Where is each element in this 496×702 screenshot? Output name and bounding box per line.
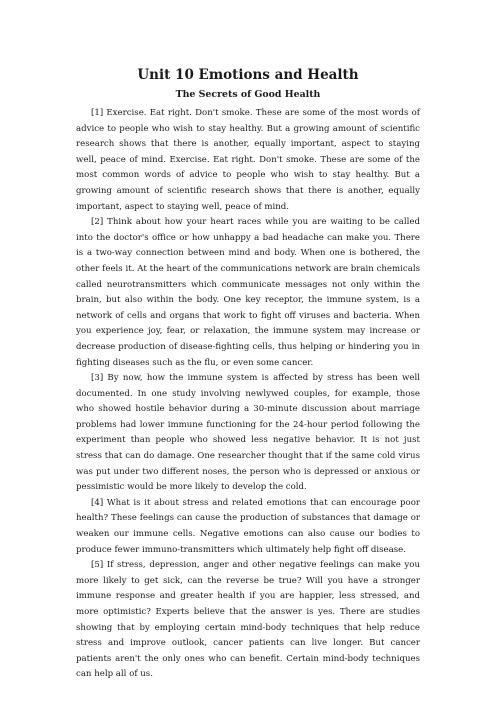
paragraph-4: [4] What is it about stress and related emotions that can encourage poor health? These feelings can cause the production of substances that damage or weaken our immune cells. Negative emotions can also cause our bodies to produce fewer immuno-transmitters which ultimately help fight off disease. [76, 497, 420, 555]
paragraph-5: [5] If stress, depression, anger and other negative feelings can make you more likely to get sick, can the reverse be true? Will you have a stronger immune response and greater health if you are happier, less stressed, and more optimistic? Experts believe that the answer is yes. There are studies showing that by employing certain mind-body techniques that help reduce stress and improve outlook, cancer patients can live longer. But cancer patients aren't the only ones who can benefit. Certain mind-body techniques can help all of us. [76, 560, 420, 680]
paragraph-2: [2] Think about how your heart races while you are waiting to be called into the doctor's office or how unhappy a bad headache can make you. There is a two-way connection between mind and body. When one is bothered, the other feels it. At the heart of the communications network are brain chemicals called neurotransmitters which communicate messages not only within the brain, but also within the body. One key receptor, the immune system, is a network of cells and organs that work to fight off viruses and bacteria. When you experience joy, fear, or relaxation, the immune system may increase or decrease production of disease-fighting cells, thus helping or hindering you in fighting diseases such as the flu, or even some cancer. [76, 217, 420, 368]
paragraph-1: [1] Exercise. Eat right. Don't smoke. These are some of the most words of advice to people who wish to stay healthy. But a growing amount of scientific research shows that there is another, equally important, aspect to staying well, peace of mind. Exercise. Eat right. Don't smoke. These are some of the most common words of advice to people who wish to stay healthy. But a growing amount of scientific research shows that there is another, equally important, aspect to staying well, peace of mind. [76, 108, 420, 212]
article-body [76, 106, 420, 683]
page-title: Unit 10 Emotions and Health [137, 67, 359, 83]
article-subtitle: The Secrets of Good Health [175, 89, 321, 100]
paragraph-3: [3] By now, how the immune system is affected by stress has been well documented. In one study involving newlywed couples, for example, those who showed hostile behavior during a 30-minute discussion about marriage problems had lower immune functioning for the 24-hour period following the experiment than people who showed less negative behavior. It is not just stress that can do damage. One researcher thought that if the same cold virus was put under two different noses, the person who is depressed or anxious or pessimistic would be more likely to develop the cold. [76, 373, 420, 493]
